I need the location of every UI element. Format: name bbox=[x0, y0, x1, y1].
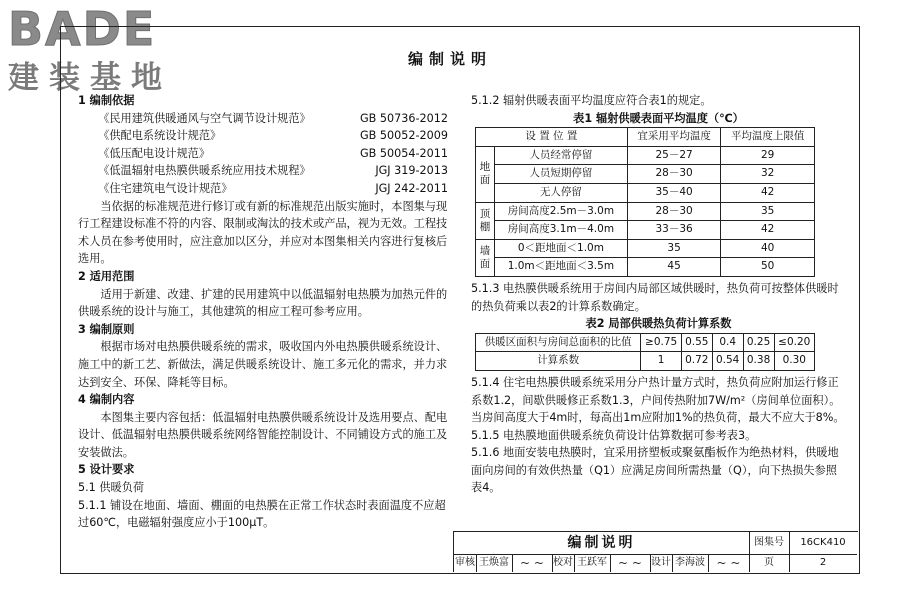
table-row bbox=[476, 352, 815, 371]
standard-item bbox=[78, 180, 448, 198]
checker-name: 王跃军 bbox=[574, 554, 611, 572]
table-row bbox=[476, 333, 815, 352]
table-cell: 29 bbox=[721, 146, 815, 165]
table-row bbox=[476, 202, 815, 221]
standard-code: GB 50736-2012 bbox=[360, 111, 448, 125]
table-header: 平均温度上限值 bbox=[721, 128, 815, 147]
table-row bbox=[476, 165, 815, 184]
table-cell: 32 bbox=[721, 165, 815, 184]
design-label: 设计 bbox=[650, 554, 673, 572]
table-cell: 无人停留 bbox=[495, 183, 628, 202]
table-header: 设 置 位 置 bbox=[476, 128, 628, 147]
table-cell: 40 bbox=[721, 239, 815, 258]
standard-code: GB 50052-2009 bbox=[360, 129, 448, 143]
paragraph: 本图集主要内容包括：低温辐射电热膜供暖系统设计及选用要点、配电设计、低温辐射电热膜供暖系统网络智能控制设计、不同铺设方式的施工及安装做法。 bbox=[78, 410, 448, 459]
designer-signature: ~ ~ bbox=[708, 554, 750, 572]
table-row bbox=[476, 221, 815, 240]
table-cell: 28－30 bbox=[627, 202, 721, 221]
atlas-label: 图集号 bbox=[749, 532, 790, 555]
page-label: 页 bbox=[749, 554, 790, 572]
designer-name: 李海波 bbox=[672, 554, 709, 572]
paragraph: 5.1.5 电热膜地面供暖系统负荷设计估算数据可参考表3。 bbox=[471, 428, 757, 442]
table-group-label: 地面 bbox=[476, 146, 495, 202]
table-cell: 42 bbox=[721, 183, 815, 202]
table-cell: 35 bbox=[627, 239, 721, 258]
table-cell: 0＜距地面＜1.0m bbox=[495, 239, 628, 258]
table-cell: 房间高度2.5m－3.0m bbox=[495, 202, 628, 221]
table-cell: 42 bbox=[721, 221, 815, 240]
standard-code: GB 50054-2011 bbox=[360, 146, 448, 160]
table-row-label: 计算系数 bbox=[476, 352, 641, 371]
standard-name: 《民用建筑供暖通风与空气调节设计规范》 bbox=[98, 111, 311, 125]
table-row-label: 供暖区面积与房间总面积的比值 bbox=[476, 333, 641, 352]
reviewer-signature: ~ ~ bbox=[512, 554, 553, 572]
table-cell: 35 bbox=[721, 202, 815, 221]
table-cell: 45 bbox=[627, 258, 721, 277]
paragraph: 5.1.3 电热膜供暖系统用于房间内局部区域供暖时，热负荷可按整体供暖时的热负荷乘以表2的计算系数确定。 bbox=[471, 281, 839, 313]
table-row bbox=[476, 258, 815, 277]
paragraph: 5.1.4 住宅电热膜供暖系统采用分户热计量方式时，热负荷应附加运行修正系数1.2，间歇供暖修正系数1.3，户间传热附加7W/m²（房间单位面积）。当房间高度大于4m时，每高出1m应附加1%的热负荷，最大不应大于8%。 bbox=[471, 375, 845, 425]
table2 bbox=[475, 333, 815, 371]
table-cell: 0.25 bbox=[743, 333, 774, 352]
section-heading: 1 编制依据 bbox=[78, 94, 135, 107]
table-row bbox=[476, 146, 815, 165]
table-cell: 25－27 bbox=[627, 146, 721, 165]
standard-name: 《低压配电设计规范》 bbox=[98, 146, 211, 160]
table-cell: 人员经常停留 bbox=[495, 146, 628, 165]
checker-signature: ~ ~ bbox=[610, 554, 651, 572]
table-cell: 0.30 bbox=[774, 352, 814, 371]
section-heading: 3 编制原则 bbox=[78, 322, 135, 336]
standard-item bbox=[78, 162, 448, 180]
paragraph: 5.1.1 铺设在地面、墙面、棚面的电热膜在正常工作状态时表面温度不应超过60℃，电磁辐射强度应小于100μT。 bbox=[78, 498, 446, 530]
standard-name: 《住宅建筑电气设计规范》 bbox=[98, 181, 233, 195]
brand-logo: BADE bbox=[8, 2, 157, 56]
paragraph: 当依据的标准规范进行修订或有新的标准规范出版实施时，本图集与现行工程建设标准不符的内容、限制或淘汰的技术或产品，视为无效。工程技术人员在参考使用时，应注意加以区分，并应对本图集相关内容进行复核后选用。 bbox=[78, 199, 448, 266]
atlas-number: 16CK410 bbox=[789, 532, 857, 555]
table-cell: 0.4 bbox=[712, 333, 743, 352]
table-cell: 0.54 bbox=[712, 352, 743, 371]
standard-item bbox=[78, 127, 448, 145]
table-cell: 35－40 bbox=[627, 183, 721, 202]
review-label: 审核 bbox=[454, 554, 477, 572]
table-cell: 人员短期停留 bbox=[495, 165, 628, 184]
table2-caption: 表2 局部供暖热负荷计算系数 bbox=[585, 317, 732, 331]
table-row bbox=[476, 239, 815, 258]
standard-code: JGJ 242-2011 bbox=[375, 181, 448, 195]
table-cell: ≤0.20 bbox=[774, 333, 814, 352]
brand-subtitle: 建装基地 bbox=[8, 60, 172, 96]
table-cell: ≥0.75 bbox=[641, 333, 681, 352]
standard-name: 《低温辐射电热膜供暖系统应用技术规程》 bbox=[98, 164, 311, 178]
check-label: 校对 bbox=[552, 554, 575, 572]
reviewer-name: 王焕富 bbox=[476, 554, 513, 572]
table-cell: 0.72 bbox=[681, 352, 712, 371]
table1 bbox=[475, 127, 815, 277]
table-cell: 33－36 bbox=[627, 221, 721, 240]
paragraph: 5.1.6 地面安装电热膜时，宜采用挤塑板或聚氨酯板作为绝热材料，供暖地面向房间的有效供热量（Q1）应满足房间所需热量（Q），向下热损失参照表4。 bbox=[471, 446, 839, 495]
table-cell: 50 bbox=[721, 258, 815, 277]
standard-item bbox=[78, 110, 448, 128]
right-column bbox=[471, 92, 846, 497]
left-column bbox=[78, 92, 448, 532]
table-group-label: 墙面 bbox=[476, 239, 495, 276]
standard-code: JGJ 319-2013 bbox=[375, 164, 448, 178]
page-title: 编制说明 bbox=[407, 50, 492, 68]
section-heading: 4 编制内容 bbox=[78, 393, 135, 407]
table-cell: 0.38 bbox=[743, 352, 774, 371]
standard-item bbox=[78, 145, 448, 163]
table-cell: 1.0m＜距地面＜3.5m bbox=[495, 258, 628, 277]
table-row bbox=[476, 183, 815, 202]
title-block-title: 编制说明 bbox=[454, 532, 750, 555]
paragraph: 根据市场对电热膜供暖系统的需求，吸收国内外电热膜供暖系统设计、施工中的新工艺、新做法，满足供暖系统设计、施工多元化的需求，并力求达到安全、环保、降耗等目标。 bbox=[78, 340, 448, 389]
table-cell: 1 bbox=[641, 352, 681, 371]
title-block bbox=[453, 531, 858, 572]
table-header: 宜采用平均温度 bbox=[627, 128, 721, 147]
paragraph: 适用于新建、改建、扩建的民用建筑中以低温辐射电热膜为加热元件的供暖系统的设计与施工，其他建筑的相应工程可参考应用。 bbox=[78, 287, 448, 319]
table-cell: 0.55 bbox=[681, 333, 712, 352]
table-group-label: 顶棚 bbox=[476, 202, 495, 239]
table-cell: 房间高度3.1m－4.0m bbox=[495, 221, 628, 240]
section-heading: 5 设计要求 bbox=[78, 463, 135, 477]
table1-caption: 表1 辐射供暖表面平均温度（℃） bbox=[573, 111, 744, 125]
table-header-row bbox=[476, 128, 815, 147]
section-heading: 2 适用范围 bbox=[78, 269, 135, 283]
page-number: 2 bbox=[819, 557, 827, 568]
subsection-heading: 5.1 供暖负荷 bbox=[78, 481, 145, 495]
paragraph: 5.1.2 辐射供暖表面平均温度应符合表1的规定。 bbox=[471, 94, 712, 107]
standard-name: 《供配电系统设计规范》 bbox=[98, 129, 222, 143]
table-cell: 28－30 bbox=[627, 165, 721, 184]
